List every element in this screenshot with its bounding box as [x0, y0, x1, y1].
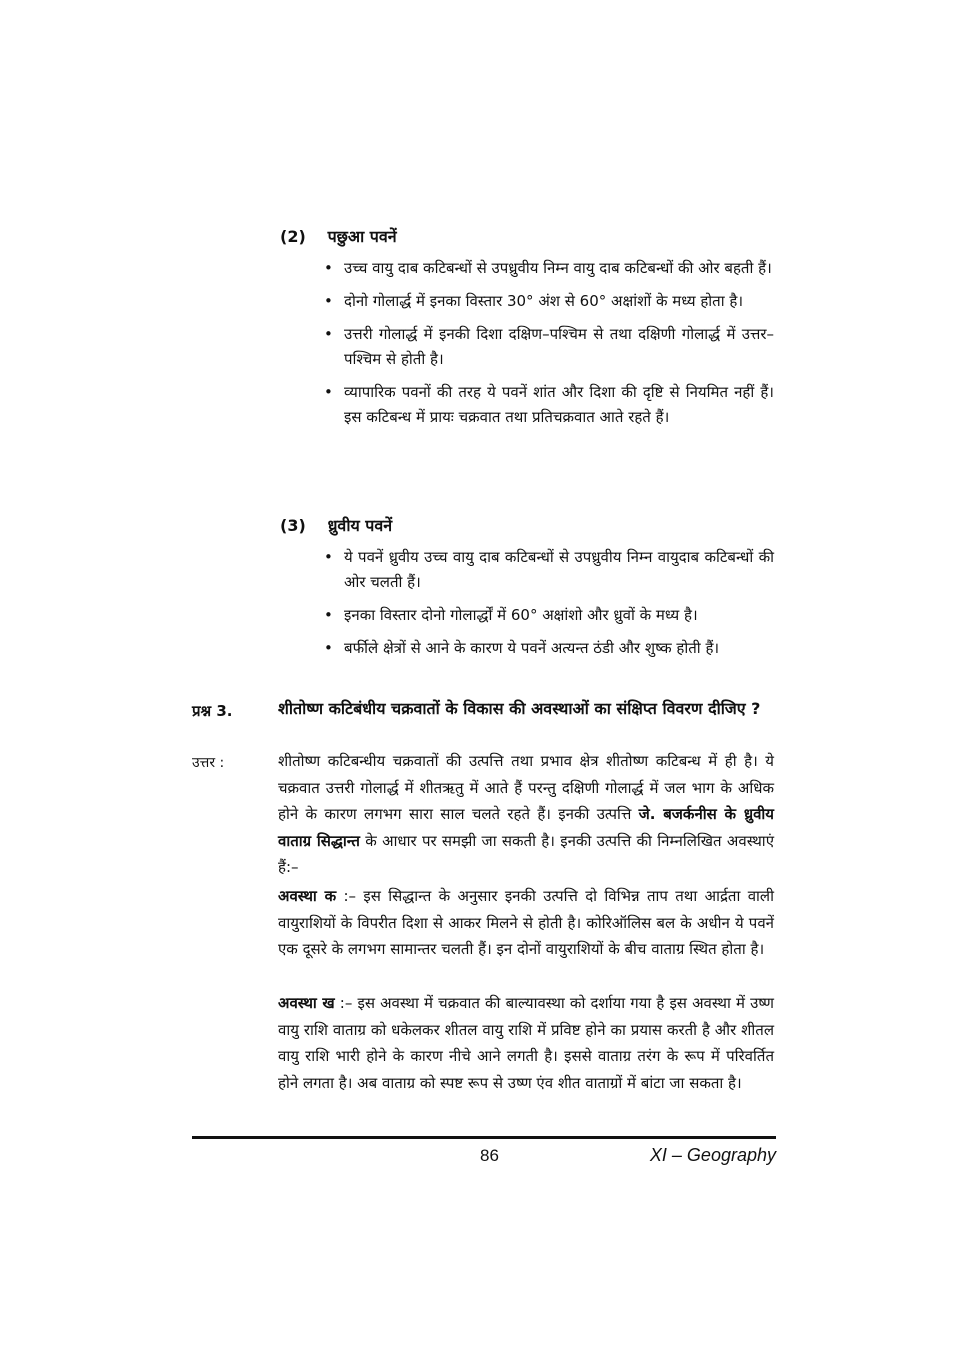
section-title: पछुआ पवनें — [327, 227, 397, 246]
section-number: (3) — [280, 516, 306, 535]
stage-b-paragraph: अवस्था ख :– इस अवस्था में चक्रवात की बाल्यावस्था को दर्शाया गया है इस अवस्था में उष्ण वायु राशि वाताग्र को धकेलकर शीतल वायु राशि में प्रविष्ट होने का प्रयास करती है और शीतल वायु राशि भारी होने के कारण नीचे आने लगती है। इससे वाताग्र तरंग के रूप में परिवर्तित होने लगता है। अब वाताग्र को स्पष्ट रूप से उष्ण एंव शीत वाताग्रों में बांटा जा सकता है। — [278, 994, 774, 1092]
bullet-icon: • — [324, 639, 333, 657]
bullet-icon: • — [324, 548, 333, 566]
section-heading-polar — [280, 514, 392, 536]
bullet-icon: • — [324, 606, 333, 624]
question-text: शीतोष्ण कटिबंधीय चक्रवातों के विकास की अवस्थाओं का संक्षिप्त विवरण दीजिए ? — [278, 699, 761, 718]
list-item: • उच्च वायु दाब कटिबन्धों से उपध्रुवीय निम्न वायु दाब कटिबन्धों की ओर बहती हैं। — [322, 256, 774, 281]
list-item: • उत्तरी गोलार्द्ध में इनकी दिशा दक्षिण–पश्चिम से तथा दक्षिणी गोलार्द्ध में उत्तर–पश्चिम से होती है। — [322, 322, 774, 372]
stage-b-label: अवस्था ख — [278, 994, 335, 1012]
theory-name: जे. बजर्कनीस के ध्रुवीय वाताग्र सिद्धान्त — [278, 805, 774, 850]
bullet-icon: • — [324, 383, 333, 401]
bullet-icon: • — [324, 259, 333, 277]
list-item: • इनका विस्तार दोनो गोलार्द्धों में 60° अक्षांशो और ध्रुवों के मध्य है। — [322, 603, 774, 628]
bullet-list-polar — [322, 545, 774, 669]
stage-a-label: अवस्था क — [278, 887, 337, 905]
list-item: • व्यापारिक पवनों की तरह ये पवनें शांत और दिशा की दृष्टि से नियमित नहीं हैं। इस कटिबन्ध में प्रायः चक्रवात तथा प्रतिचक्रवात आते रहते हैं। — [322, 380, 774, 430]
section-title: ध्रुवीय पवनें — [327, 516, 393, 535]
section-heading-westerlies — [280, 225, 397, 247]
footer-rule — [192, 1136, 776, 1139]
book-title: XI – Geography — [649, 1145, 776, 1165]
list-item: • ये पवनें ध्रुवीय उच्च वायु दाब कटिबन्धों से उपध्रुवीय निम्न वायुदाब कटिबन्धों की ओर चलती हैं। — [322, 545, 774, 595]
bullet-icon: • — [324, 325, 333, 343]
list-item: • दोनो गोलार्द्ध में इनका विस्तार 30° अंश से 60° अक्षांशों के मध्य होता है। — [322, 289, 774, 314]
answer-label: उत्तर : — [192, 755, 225, 771]
answer-intro-paragraph: शीतोष्ण कटिबन्धीय चक्रवातों की उत्पत्ति तथा प्रभाव क्षेत्र शीतोष्ण कटिबन्ध में ही है। ये चक्रवात उत्तरी गोलार्द्ध में शीतऋतु में आते हैं परन्तु दक्षिणी गोलार्द्ध में जल भाग के अधिक होने के कारण लगभग सारा साल चलते रहते हैं। इनकी उत्पत्ति जे. बजर्कनीस के ध्रुवीय वाताग्र सिद्धान्त के आधार पर समझी जा सकती है। इनकी उत्पत्ति की निम्नलिखित अवस्थाएं हैं:– — [278, 752, 774, 876]
bullet-list-westerlies — [322, 256, 774, 438]
page-number: 86 — [480, 1146, 499, 1165]
question-label: प्रश्न 3. — [192, 702, 233, 720]
stage-a-paragraph: अवस्था क :– इस सिद्धान्त के अनुसार इनकी उत्पत्ति दो विभिन्न ताप तथा आर्द्रता वाली वायुराशियों के विपरीत दिशा से आकर मिलने से होती है। कोरिऑलिस बल के अधीन ये पवनें एक दूसरे के लगभग सामान्तर चलती हैं। इन दोनों वायुराशियों के बीच वाताग्र स्थित होता है। — [278, 887, 774, 958]
list-item: • बर्फीले क्षेत्रों से आने के कारण ये पवनें अत्यन्त ठंडी और शुष्क होती हैं। — [322, 636, 774, 661]
section-number: (2) — [280, 227, 306, 246]
bullet-icon: • — [324, 292, 333, 310]
